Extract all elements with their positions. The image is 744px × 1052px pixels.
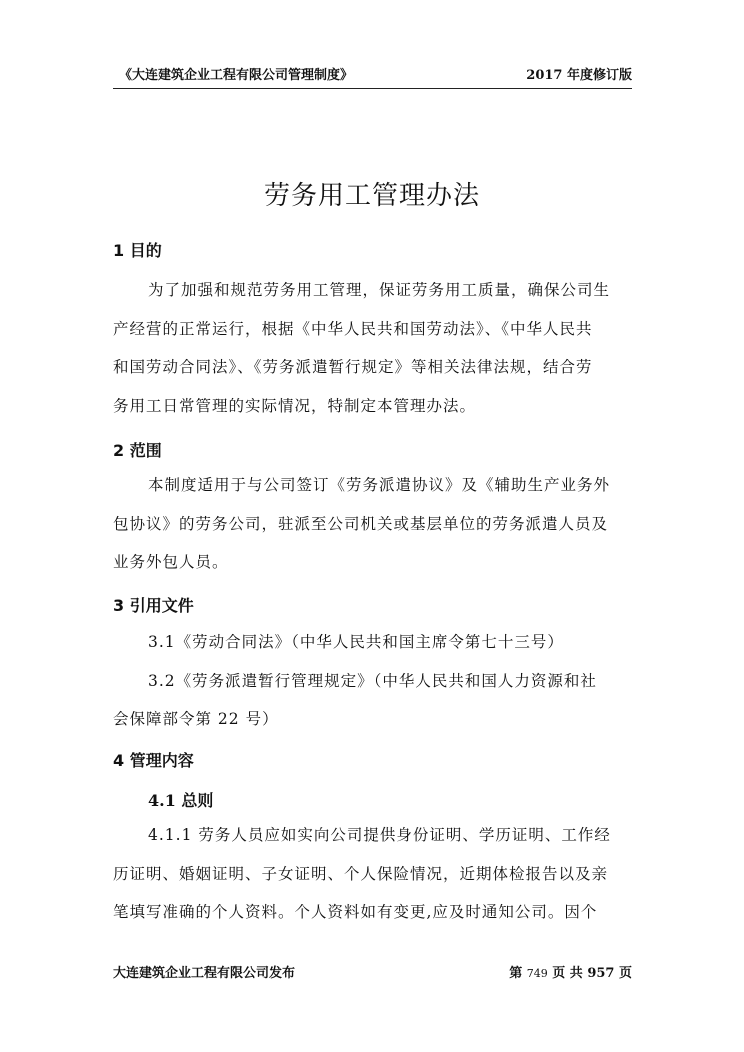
document-title: 劳务用工管理办法: [263, 181, 480, 211]
subsection-heading-general: 4.1 总则: [148, 791, 214, 810]
header-document-title: 《大连建筑企业工程有限公司管理制度》: [119, 68, 354, 83]
current-page: 749: [526, 967, 548, 980]
page-prefix: 第: [509, 966, 527, 981]
section-purpose-text: [113, 271, 633, 425]
section-heading-references: 3 引用文件: [113, 596, 194, 615]
text-line: 为了加强和规范劳务用工管理，保证劳务用工质量，确保公司生: [148, 281, 611, 299]
text-line: 会保障部令第 22 号）: [113, 710, 279, 728]
page-total: 页 共 957 页: [547, 966, 632, 981]
footer-publisher: 大连建筑企业工程有限公司发布: [113, 966, 296, 981]
text-line: 本制度适用于与公司签订《劳务派遣协议》及《辅助生产业务外: [148, 476, 611, 494]
text-line: 包协议》的劳务公司，驻派至公司机关或基层单位的劳务派遣人员及: [113, 514, 609, 533]
text-line: 笔填写准确的个人资料。个人资料如有变更,应及时通知公司。因个: [113, 903, 598, 921]
text-line: 和国劳动合同法》、《劳务派遣暂行规定》等相关法律法规，结合劳: [113, 358, 593, 376]
header-edition: 2017 年度修订版: [526, 68, 632, 83]
text-line: 务用工日常管理的实际情况，特制定本管理办法。: [113, 396, 477, 415]
reference-item: 3.1《劳动合同法》（中华人民共和国主席令第七十三号）: [148, 633, 564, 651]
page-footer: [113, 962, 632, 982]
text-line: 业务外包人员。: [113, 553, 229, 571]
section-heading-management: 4 管理内容: [113, 751, 194, 770]
section-heading-scope: 2 范围: [113, 441, 162, 460]
page-number: [509, 962, 632, 981]
section-scope-text: [113, 466, 633, 582]
page-header: [113, 64, 632, 89]
section-management-text: [113, 816, 633, 932]
section-references-text: [113, 623, 633, 739]
text-line: 3.2《劳务派遣暂行管理规定》（中华人民共和国人力资源和社: [148, 671, 597, 690]
text-line: 产经营的正常运行，根据《中华人民共和国劳动法》、《中华人民共: [113, 319, 593, 338]
section-heading-purpose: 1 目的: [113, 241, 162, 260]
text-line: 4.1.1 劳务人员应如实向公司提供身份证明、学历证明、工作经: [148, 826, 611, 844]
text-line: 历证明、婚姻证明、子女证明、个人保险情况，近期体检报告以及亲: [113, 864, 609, 883]
